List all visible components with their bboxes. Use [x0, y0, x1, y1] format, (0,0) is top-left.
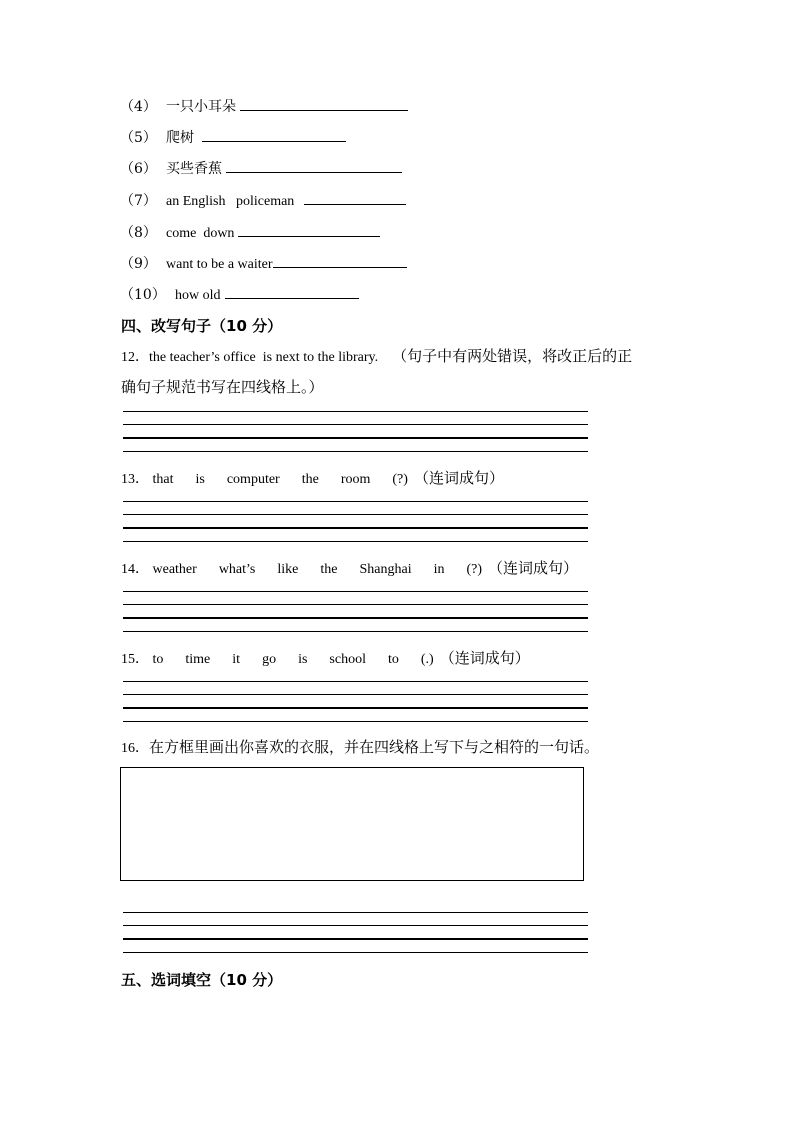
- item-text: how old: [175, 288, 221, 303]
- answer-blank[interactable]: [225, 283, 359, 299]
- word: (?): [392, 472, 408, 487]
- word: like: [277, 562, 299, 577]
- item-number: （10）: [120, 287, 166, 303]
- translation-item-9: [120, 252, 407, 274]
- word: school: [329, 652, 366, 667]
- word: Shanghai: [359, 562, 412, 577]
- four-line-grid-14[interactable]: [123, 591, 588, 633]
- item-text: come down: [166, 226, 235, 241]
- word: computer: [226, 472, 280, 487]
- section-4-title: 四、改写句子（10 分）: [121, 317, 283, 335]
- word: (?): [466, 562, 483, 577]
- word: time: [185, 652, 211, 667]
- question-instruction: （连词成句）: [439, 649, 530, 667]
- word: weather: [152, 562, 197, 577]
- answer-blank[interactable]: [202, 126, 346, 142]
- answer-blank[interactable]: [273, 252, 407, 268]
- answer-blank[interactable]: [226, 157, 402, 173]
- question-14: [121, 557, 600, 578]
- word: room: [340, 472, 371, 487]
- question-12: [121, 345, 632, 366]
- word: is: [195, 472, 205, 487]
- item-text: 买些香蕉: [166, 162, 222, 177]
- question-12-continued: [121, 376, 324, 397]
- item-number: （8）: [120, 225, 157, 241]
- answer-blank[interactable]: [240, 95, 408, 111]
- translation-item-4: [120, 95, 408, 117]
- item-text: an English policeman: [166, 194, 295, 209]
- item-number: （6）: [120, 161, 157, 177]
- four-line-grid-16[interactable]: [123, 912, 588, 954]
- question-13: [121, 467, 526, 488]
- word: to: [152, 652, 164, 667]
- word: go: [262, 652, 277, 667]
- word: is: [298, 652, 308, 667]
- translation-item-10: [120, 283, 359, 305]
- item-text: 爬树: [166, 131, 194, 146]
- section-5-title: 五、选词填空（10 分）: [121, 971, 283, 989]
- item-number: （4）: [120, 99, 157, 115]
- item-number: （5）: [120, 130, 157, 146]
- four-line-grid-12[interactable]: [123, 411, 588, 453]
- translation-item-5: [120, 126, 346, 148]
- question-16: [121, 736, 599, 757]
- question-number: 12．: [121, 350, 149, 365]
- answer-blank[interactable]: [238, 221, 380, 237]
- question-number: 14．: [121, 562, 149, 577]
- question-instruction: 确句子规范书写在四线格上。）: [121, 378, 324, 396]
- word: (.): [420, 652, 434, 667]
- answer-blank[interactable]: [304, 189, 406, 205]
- four-line-grid-13[interactable]: [123, 501, 588, 543]
- word: that: [152, 472, 174, 487]
- word: what’s: [218, 562, 256, 577]
- word: to: [387, 652, 399, 667]
- word: the: [301, 472, 319, 487]
- translation-item-8: [120, 221, 380, 243]
- item-text: 一只小耳朵: [166, 100, 236, 115]
- question-instruction: （连词成句）: [413, 469, 504, 487]
- drawing-box[interactable]: [120, 767, 584, 881]
- question-15: [121, 647, 552, 668]
- item-number: （7）: [120, 193, 157, 209]
- question-instruction: 在方框里画出你喜欢的衣服，并在四线格上写下与之相符的一句话。: [149, 738, 600, 756]
- item-text: want to be a waiter: [166, 257, 273, 272]
- question-instruction: （连词成句）: [488, 559, 579, 577]
- question-sentence: the teacher’s office is next to the library.: [149, 350, 379, 365]
- question-instruction: （句子中有两处错误，将改正后的正: [392, 347, 633, 365]
- question-number: 15．: [121, 652, 149, 667]
- translation-item-7: [120, 189, 406, 211]
- word: in: [433, 562, 445, 577]
- question-number: 16．: [121, 741, 149, 756]
- word: it: [232, 652, 241, 667]
- translation-item-6: [120, 157, 402, 179]
- four-line-grid-15[interactable]: [123, 681, 588, 723]
- word: the: [320, 562, 338, 577]
- question-number: 13．: [121, 472, 149, 487]
- item-number: （9）: [120, 256, 157, 272]
